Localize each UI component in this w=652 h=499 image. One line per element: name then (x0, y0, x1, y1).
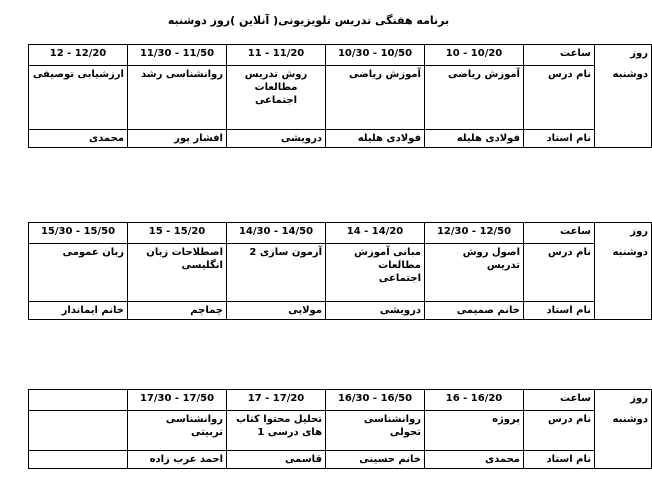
teacher-cell: درویشی (326, 302, 425, 320)
teacher-cell: فولادی هلیله (326, 130, 425, 148)
course-row (29, 244, 652, 302)
table-header-row (29, 45, 652, 66)
time-slot: 12/50 - 12/30 (425, 223, 524, 244)
table-header-row (29, 223, 652, 244)
day-cell-empty (595, 130, 652, 148)
teacher-row (29, 451, 652, 469)
course-cell: ارزشیابی توصیفی (29, 66, 128, 130)
course-cell: روانشناسی رشد (128, 66, 227, 130)
course-row (29, 411, 652, 451)
time-slot: 15/50 - 15/30 (29, 223, 128, 244)
table-header-row (29, 390, 652, 411)
course-cell: تحلیل محتوا کتاب های درسی 1 (227, 411, 326, 451)
course-cell (29, 411, 128, 451)
day-header: روز (595, 390, 652, 411)
course-cell: روانشناسی تربیتی (128, 411, 227, 451)
time-slot: 11/20 - 11 (227, 45, 326, 66)
teacher-cell: محمدی (425, 451, 524, 469)
course-cell: روش تدریس مطالعات اجتماعی (227, 66, 326, 130)
day-name: دوشنبه (595, 244, 652, 302)
course-label: نام درس (524, 66, 595, 130)
time-slot (29, 390, 128, 411)
teacher-cell: محمدی (29, 130, 128, 148)
course-label: نام درس (524, 244, 595, 302)
teacher-label: نام استاد (524, 451, 595, 469)
course-label: نام درس (524, 411, 595, 451)
course-cell: زبان عمومی (29, 244, 128, 302)
teacher-cell: خانم ایماندار (29, 302, 128, 320)
time-slot: 11/50 - 11/30 (128, 45, 227, 66)
time-slot: 10/50 - 10/30 (326, 45, 425, 66)
teacher-cell: خانم صمیمی (425, 302, 524, 320)
teacher-cell: فولادی هلیله (425, 130, 524, 148)
teacher-row (29, 130, 652, 148)
teacher-cell: چماچم (128, 302, 227, 320)
teacher-cell: قاسمی (227, 451, 326, 469)
time-slot: 12/20 - 12 (29, 45, 128, 66)
schedule-table-2 (28, 222, 652, 320)
teacher-cell: احمد عرب زاده (128, 451, 227, 469)
time-slot: 14/50 - 14/30 (227, 223, 326, 244)
course-cell: اصول روش تدریس (425, 244, 524, 302)
time-header: ساعت (524, 223, 595, 244)
day-name: دوشنبه (595, 66, 652, 130)
teacher-cell: درویشی (227, 130, 326, 148)
day-cell-empty (595, 302, 652, 320)
teacher-cell: مولایی (227, 302, 326, 320)
day-name: دوشنبه (595, 411, 652, 451)
day-cell-empty (595, 451, 652, 469)
teacher-cell: خانم حسینی (326, 451, 425, 469)
time-slot: 16/50 - 16/30 (326, 390, 425, 411)
teacher-cell (29, 451, 128, 469)
time-slot: 16/20 - 16 (425, 390, 524, 411)
time-slot: 15/20 - 15 (128, 223, 227, 244)
teacher-label: نام استاد (524, 302, 595, 320)
time-slot: 14/20 - 14 (326, 223, 425, 244)
day-header: روز (595, 45, 652, 66)
day-header: روز (595, 223, 652, 244)
schedule-table-1 (28, 44, 652, 148)
teacher-label: نام استاد (524, 130, 595, 148)
course-cell: مبانی آموزش مطالعات اجتماعی (326, 244, 425, 302)
course-row (29, 66, 652, 130)
page-title: برنامه هفتگی تدریس تلویزیونی( آنلاین )روز دوشنبه (167, 14, 450, 27)
schedule-table-3 (28, 389, 652, 469)
time-slot: 10/20 - 10 (425, 45, 524, 66)
time-header: ساعت (524, 45, 595, 66)
course-cell: روانشناسی تحولی (326, 411, 425, 451)
teacher-cell: افشار پور (128, 130, 227, 148)
course-cell: پروژه (425, 411, 524, 451)
course-cell: اصطلاحات زبان انگلیسی (128, 244, 227, 302)
teacher-row (29, 302, 652, 320)
time-header: ساعت (524, 390, 595, 411)
time-slot: 17/50 - 17/30 (128, 390, 227, 411)
course-cell: آزمون سازی 2 (227, 244, 326, 302)
time-slot: 17/20 - 17 (227, 390, 326, 411)
course-cell: آموزش ریاضی (326, 66, 425, 130)
course-cell: آموزش ریاضی (425, 66, 524, 130)
